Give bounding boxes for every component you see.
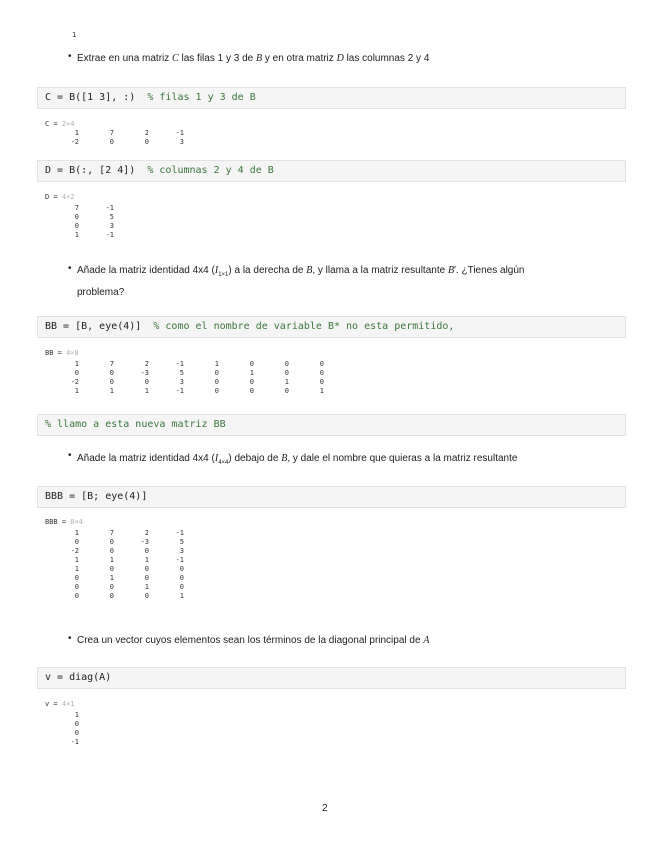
matrix-cell: 0 <box>249 387 254 395</box>
matrix-cell: 1 <box>214 360 219 368</box>
code-cell-2[interactable] <box>37 160 626 182</box>
matrix-cell: 0 <box>284 360 289 368</box>
matrix-cell: 1 <box>74 565 79 573</box>
matrix-cell: -1 <box>175 129 184 137</box>
matrix-cell: 0 <box>144 547 149 555</box>
matrix-cell: -3 <box>140 538 149 546</box>
matrix-cell: 0 <box>214 378 219 386</box>
matrix-row <box>55 138 184 147</box>
output-d-header: D = 4×2 <box>45 193 75 201</box>
matrix-cell: 0 <box>214 387 219 395</box>
matrix-row <box>55 583 184 592</box>
matrix-cell: 0 <box>249 360 254 368</box>
code-cell-6[interactable] <box>37 667 626 689</box>
output-bb-header: BB = 4×8 <box>45 349 79 357</box>
matrix-cell: -1 <box>105 231 114 239</box>
matrix-cell: 0 <box>74 369 79 377</box>
matrix-cell: 0 <box>74 538 79 546</box>
code-text: v = diag(A) <box>45 672 112 683</box>
matrix-cell: 0 <box>74 213 79 221</box>
matrix-cell: 3 <box>109 222 114 230</box>
bullet-3-marker: • <box>68 450 72 461</box>
matrix-cell: -1 <box>175 360 184 368</box>
matrix-cell: 0 <box>109 369 114 377</box>
matrix-cell: 0 <box>144 592 149 600</box>
matrix-cell: 0 <box>214 369 219 377</box>
matrix-cell: 0 <box>179 583 184 591</box>
matrix-row <box>55 360 324 369</box>
output-v-header: v = 4×1 <box>45 700 75 708</box>
matrix-cell: 1 <box>109 574 114 582</box>
matrix-cell: 0 <box>284 369 289 377</box>
matrix-cell: 5 <box>179 538 184 546</box>
matrix-cell: 2 <box>144 529 149 537</box>
previous-output-value: 1 <box>72 31 77 39</box>
matrix-cell: 0 <box>319 378 324 386</box>
matrix-row <box>55 213 114 222</box>
matrix-row <box>55 369 324 378</box>
matrix-row <box>55 547 184 556</box>
matrix-row <box>55 711 79 720</box>
matrix-cell: 0 <box>74 222 79 230</box>
matrix-cell: 0 <box>109 538 114 546</box>
bullet-2-text: Añade la matriz identidad 4x4 $(I_{1\times 1})$ a la derecha de B, y llama a la matriz resultante B′. ¿Tienes algún problema? <box>77 265 525 298</box>
code-cell-5[interactable] <box>37 486 626 508</box>
matrix-cell: 7 <box>109 529 114 537</box>
matrix-cell: 3 <box>179 138 184 146</box>
code-text: BB = [B, eye(4)] <box>45 321 154 332</box>
matrix-cell: 0 <box>109 583 114 591</box>
matrix-cell: -2 <box>70 138 79 146</box>
matrix-row <box>55 729 79 738</box>
matrix-row <box>55 556 184 565</box>
code-text: BBB = [B; eye(4)] <box>45 491 148 502</box>
matrix-cell: 7 <box>109 129 114 137</box>
matrix-cell: 1 <box>74 360 79 368</box>
matrix-cell: -1 <box>70 738 79 746</box>
code-cell-1[interactable] <box>37 87 626 109</box>
matrix-cell: 1 <box>74 231 79 239</box>
matrix-cell: 3 <box>179 378 184 386</box>
matrix-table <box>55 129 184 147</box>
matrix-cell: 7 <box>109 360 114 368</box>
output-bbb-header: BBB = 8×4 <box>45 518 83 526</box>
page-number: 2 <box>322 803 328 814</box>
matrix-cell: 0 <box>74 592 79 600</box>
bullet-2-marker: • <box>68 263 72 274</box>
bullet-3-text: Añade la matriz identidad 4x4 $(I_{4\times 4})$ debajo de B, y dale el nombre que quieras a la matriz resultante <box>77 453 518 466</box>
matrix-table <box>55 529 184 601</box>
matrix-cell: 1 <box>319 387 324 395</box>
matrix-cell: 0 <box>74 574 79 582</box>
matrix-cell: 0 <box>109 592 114 600</box>
matrix-cell: -1 <box>175 387 184 395</box>
matrix-table <box>55 204 114 240</box>
bullet-4-text: Crea un vector cuyos elementos sean los términos de la diagonal principal de A <box>77 635 430 646</box>
matrix-cell: 0 <box>144 378 149 386</box>
matrix-row <box>55 565 184 574</box>
matrix-row <box>55 387 324 396</box>
code-text: D = B(:, [2 4]) <box>45 165 148 176</box>
matrix-cell: 1 <box>179 592 184 600</box>
matrix-row <box>55 592 184 601</box>
matrix-row <box>55 720 79 729</box>
matrix-cell: 0 <box>109 138 114 146</box>
matrix-cell: 0 <box>109 547 114 555</box>
matrix-row <box>55 204 114 213</box>
matrix-cell: 7 <box>74 204 79 212</box>
code-cell-3[interactable] <box>37 316 626 338</box>
matrix-table <box>55 360 324 396</box>
matrix-cell: 1 <box>74 711 79 719</box>
matrix-cell: 1 <box>74 556 79 564</box>
code-comment: % filas 1 y 3 de B <box>147 92 256 103</box>
matrix-row <box>55 538 184 547</box>
code-comment: % columnas 2 y 4 de B <box>147 165 274 176</box>
matrix-cell: 2 <box>144 129 149 137</box>
matrix-cell: 1 <box>109 387 114 395</box>
matrix-cell: 0 <box>74 583 79 591</box>
code-text: C = B([1 3], :) <box>45 92 148 103</box>
matrix-cell: 0 <box>144 565 149 573</box>
matrix-cell: 0 <box>74 720 79 728</box>
matrix-cell: 1 <box>144 556 149 564</box>
matrix-table <box>55 711 79 747</box>
matrix-cell: 5 <box>109 213 114 221</box>
matrix-cell: 0 <box>179 574 184 582</box>
matrix-cell: 0 <box>319 369 324 377</box>
matrix-cell: 0 <box>319 360 324 368</box>
matrix-cell: 1 <box>284 378 289 386</box>
matrix-row <box>55 378 324 387</box>
matrix-cell: 5 <box>179 369 184 377</box>
code-comment: % como el nombre de variable B* no esta permitido, <box>153 321 455 332</box>
bullet-1-text: Extrae en una matriz C las filas 1 y 3 de B y en otra matriz D las columnas 2 y 4 <box>77 53 430 64</box>
matrix-cell: 1 <box>249 369 254 377</box>
matrix-cell: 0 <box>109 378 114 386</box>
matrix-row <box>55 574 184 583</box>
matrix-cell: -3 <box>140 369 149 377</box>
matrix-cell: -1 <box>105 204 114 212</box>
matrix-cell: 0 <box>74 729 79 737</box>
matrix-row <box>55 222 114 231</box>
matrix-row <box>55 529 184 538</box>
code-comment: % llamo a esta nueva matriz BB <box>45 419 226 430</box>
matrix-cell: -1 <box>175 556 184 564</box>
matrix-cell: 0 <box>109 565 114 573</box>
matrix-cell: 0 <box>284 387 289 395</box>
matrix-row <box>55 738 79 747</box>
matrix-cell: 1 <box>144 583 149 591</box>
matrix-cell: -2 <box>70 547 79 555</box>
output-c-header: C = 2×4 <box>45 120 75 128</box>
matrix-cell: 0 <box>179 565 184 573</box>
bullet-4-marker: • <box>68 633 72 644</box>
matrix-cell: -2 <box>70 378 79 386</box>
matrix-cell: 1 <box>74 129 79 137</box>
matrix-cell: 3 <box>179 547 184 555</box>
matrix-cell: 1 <box>109 556 114 564</box>
matrix-cell: 1 <box>144 387 149 395</box>
matrix-cell: 1 <box>74 387 79 395</box>
matrix-cell: 0 <box>144 138 149 146</box>
matrix-cell: 1 <box>74 529 79 537</box>
matrix-row <box>55 129 184 138</box>
matrix-cell: 0 <box>144 574 149 582</box>
matrix-row <box>55 231 114 240</box>
bullet-1-marker: • <box>68 51 72 62</box>
matrix-cell: 0 <box>249 378 254 386</box>
matrix-cell: 2 <box>144 360 149 368</box>
matrix-cell: -1 <box>175 529 184 537</box>
code-cell-4[interactable] <box>37 414 626 436</box>
